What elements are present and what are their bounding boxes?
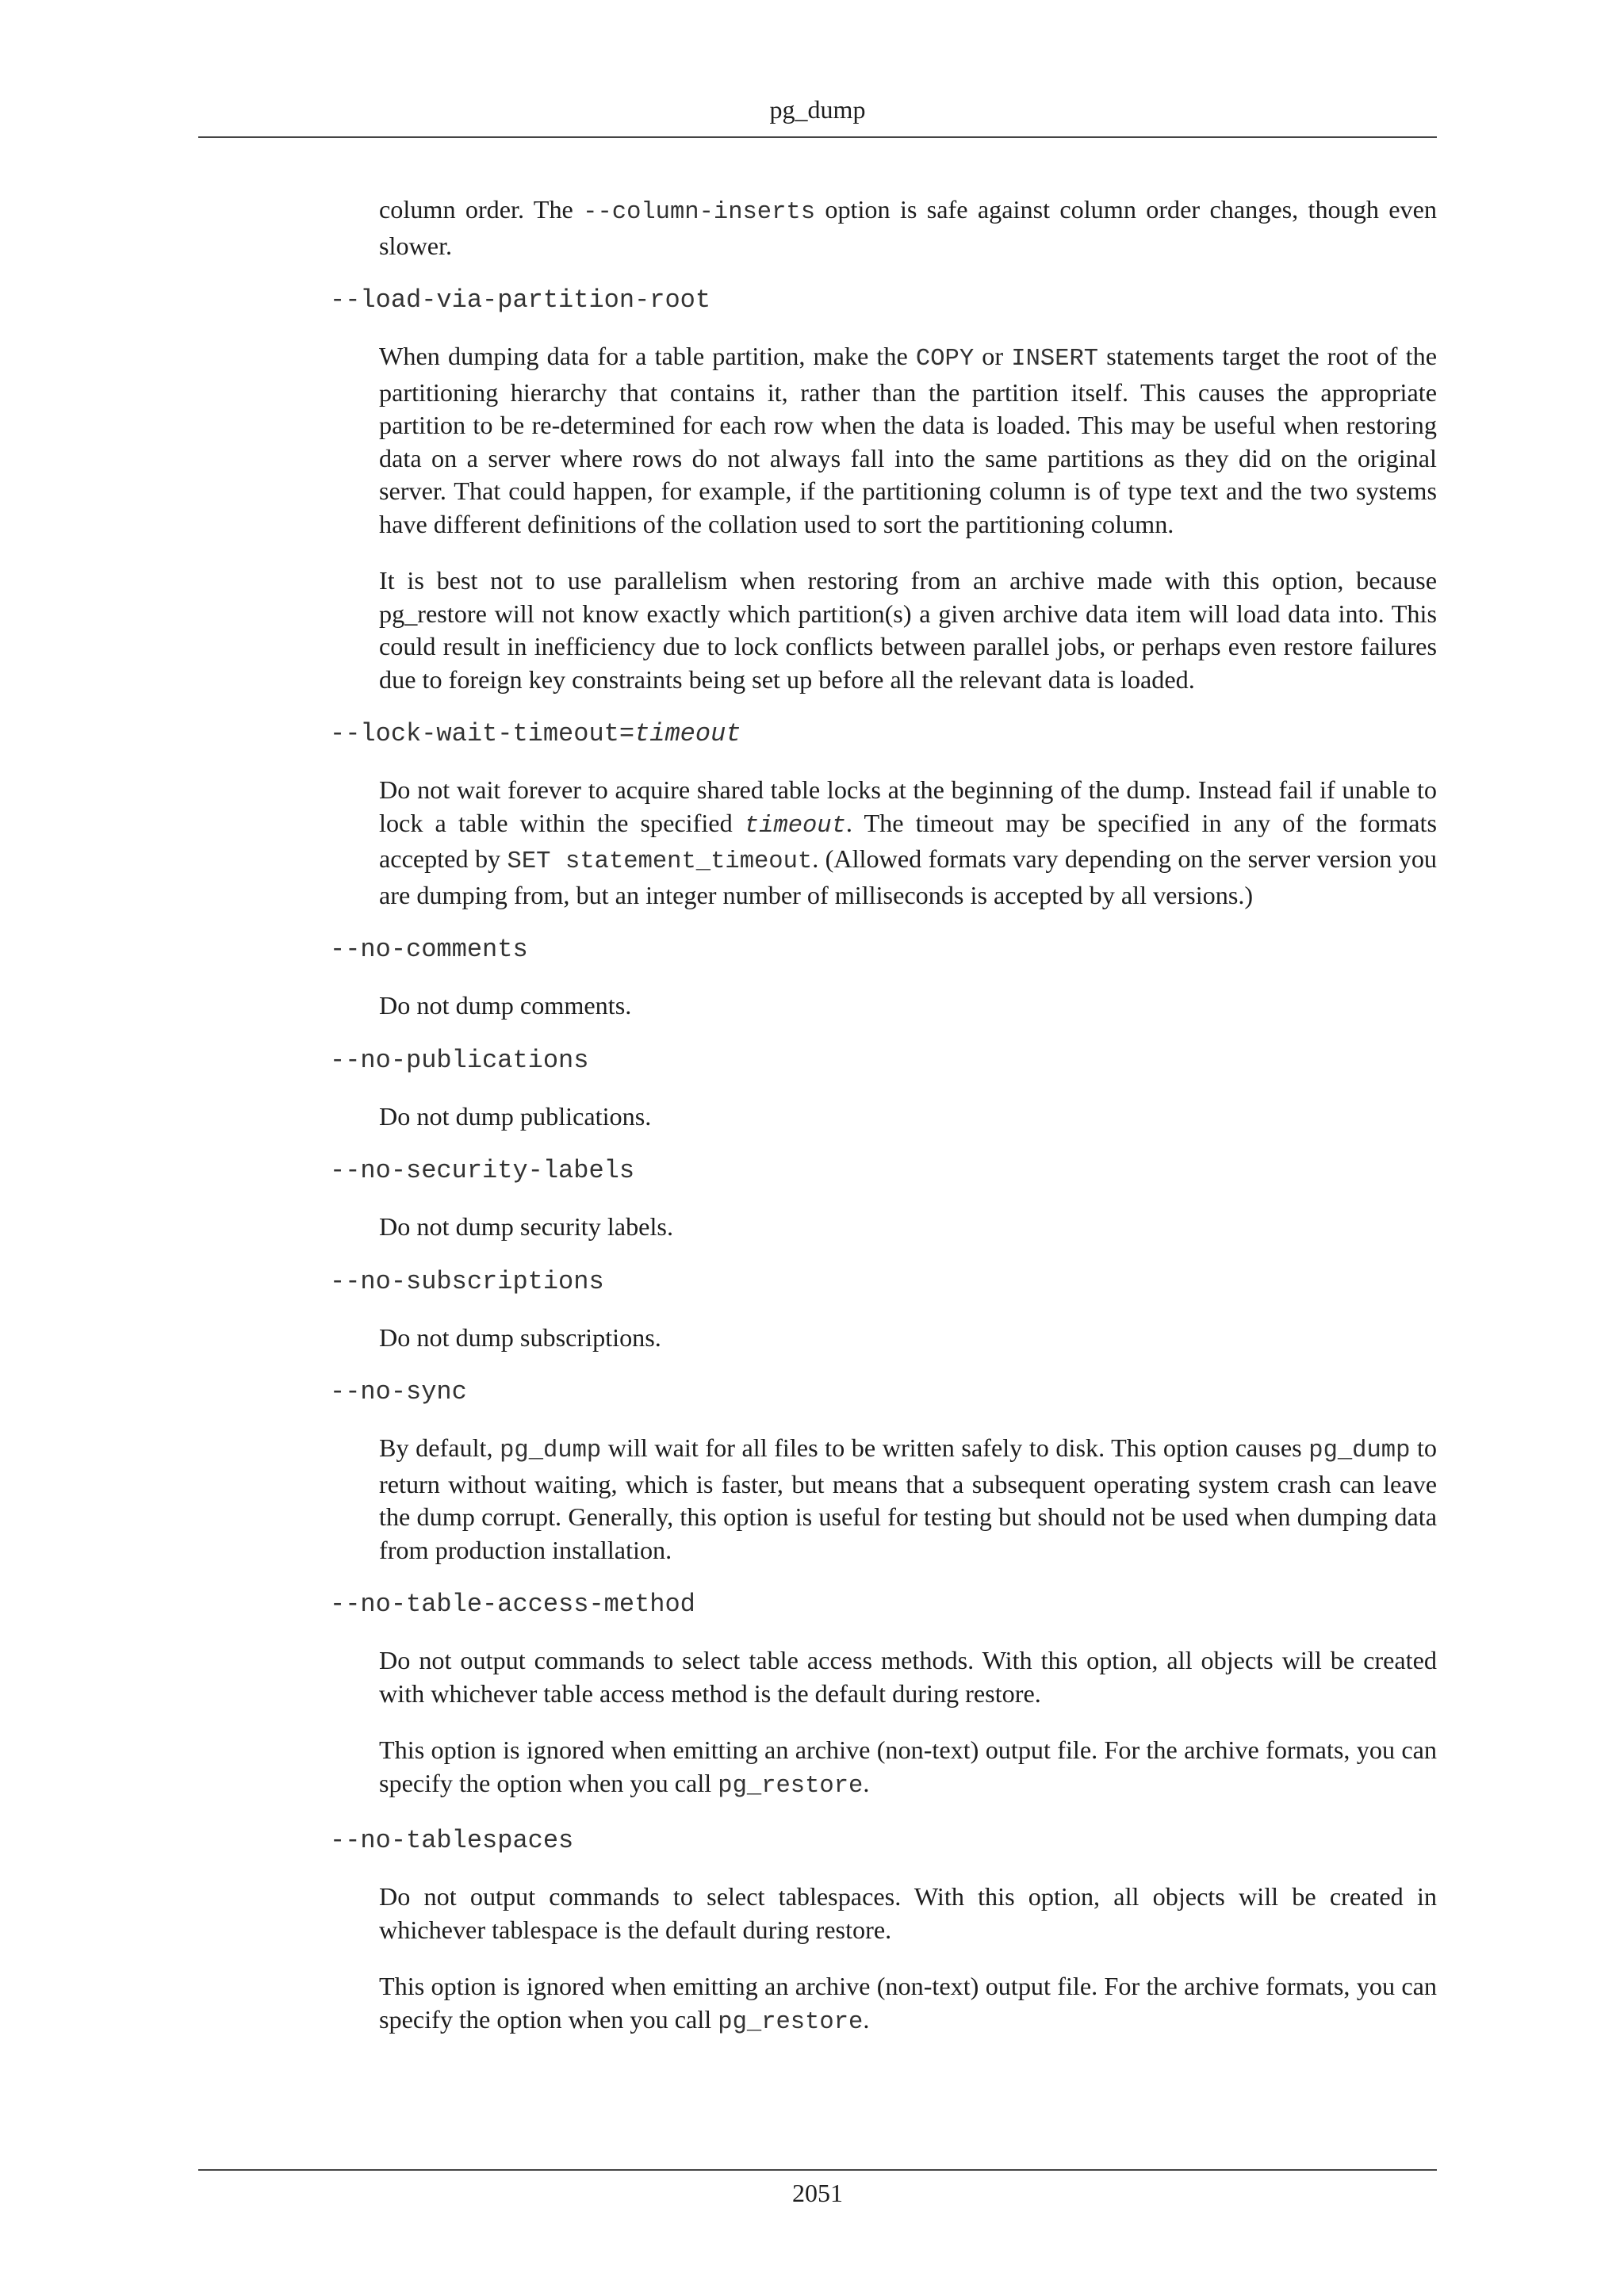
option-term-no-sync: --no-sync [330, 1377, 467, 1406]
inline-code: pg_dump [1308, 1437, 1411, 1464]
option-description: This option is ignored when emitting an archive (non-text) output file. For the archive formats, you can specify the option when you call pg_restore. [379, 1735, 1437, 1800]
option-term-lock-wait-timeout: --lock-wait-timeout=timeout [330, 719, 741, 748]
option-term-no-publications: --no-publications [330, 1045, 589, 1075]
option-term-no-comments: --no-comments [330, 935, 528, 964]
inline-code: INSERT [1011, 346, 1099, 373]
option-description: Do not dump subscriptions. [379, 1322, 661, 1352]
inline-code: pg_dump [500, 1437, 602, 1464]
option-argument: timeout [634, 719, 741, 748]
option-term-no-subscriptions: --no-subscriptions [330, 1266, 604, 1296]
option-description: By default, pg_dump will wait for all files to be written safely to disk. This option causes pg_dump to return without waiting, which is faster, but means that a subsequent operating system crash can leave the dump corrupt. Generally, this option is useful for testing but should not be used when dumping data from production installation. [379, 1433, 1437, 1564]
option-description: Do not output commands to select table access methods. With this option, all objects will be created with whichever table access method is the default during restore. [379, 1646, 1437, 1708]
footer-rule [198, 2169, 1437, 2171]
inline-code: pg_restore [718, 1772, 864, 1800]
option-description: Do not dump publications. [379, 1101, 652, 1131]
inline-code-italic: timeout [744, 812, 846, 840]
inline-code: SET statement_timeout [507, 848, 813, 875]
option-term-no-tablespaces: --no-tablespaces [330, 1826, 574, 1855]
page-body [0, 193, 1624, 2039]
inline-code: --column-inserts [583, 199, 816, 226]
option-description: When dumping data for a table partition, make the COPY or INSERT statements target the root of the partitioning hierarchy that contains it, rather than the partition itself. This causes the appropriate partition to be re-determined for each row when the data is loaded. This may be useful when restoring data on a server where rows do not always fall into the same partitions as they did on the original server. That could happen, for example, if the partitioning column is of type text and the two systems have different definitions of the collation used to sort the partitioning column. [379, 342, 1437, 538]
header-rule [198, 136, 1437, 138]
inline-code: pg_restore [718, 2008, 864, 2036]
running-header: pg_dump [769, 95, 866, 124]
option-description: This option is ignored when emitting an archive (non-text) output file. For the archive formats, you can specify the option when you call pg_restore. [379, 1972, 1437, 2036]
page-number: 2051 [792, 2179, 843, 2207]
option-description: Do not output commands to select tablespaces. With this option, all objects will be created in whichever tablespace is the default during restore. [379, 1882, 1437, 1944]
inline-code: COPY [915, 346, 975, 373]
option-description: Do not dump comments. [379, 991, 632, 1020]
option-description: Do not dump security labels. [379, 1212, 673, 1241]
option-description: It is best not to use parallelism when restoring from an archive made with this option, because pg_restore will not know exactly which partition(s) a given archive data item will load data into. This could result in inefficiency due to lock conflicts between parallel jobs, or perhaps even restore failures due to foreign key constraints being set up before all the relevant data is loaded. [379, 566, 1437, 694]
option-term-no-table-access-method: --no-table-access-method [330, 1590, 695, 1619]
option-term-load-via-partition-root: --load-via-partition-root [330, 285, 711, 315]
option-description: Do not wait forever to acquire shared table locks at the beginning of the dump. Instead fail if unable to lock a table within the specified timeout. The timeout may be specified in any of the formats accepted by SET statement_timeout. (Allowed formats vary depending on the server version you are dumping from, but an integer number of milliseconds is accepted by all versions.) [379, 775, 1438, 909]
intro-paragraph: column order. The --column-inserts option is safe against column order changes, though even slower. [379, 195, 1437, 260]
option-term-no-security-labels: --no-security-labels [330, 1156, 635, 1185]
